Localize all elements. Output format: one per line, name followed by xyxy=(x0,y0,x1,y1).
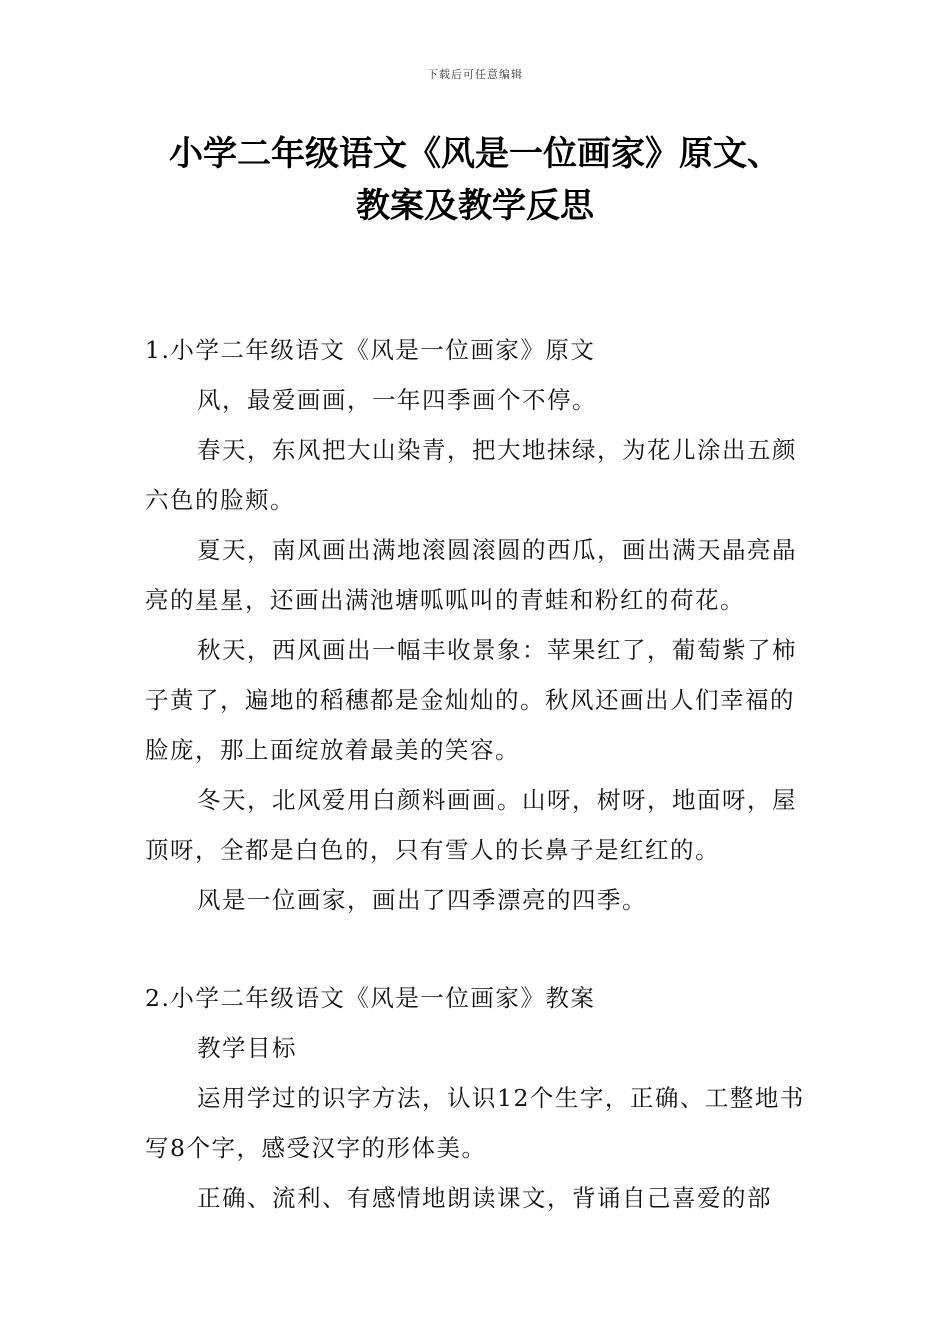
title-line-2: 教案及教学反思 xyxy=(356,186,594,226)
section-1-heading: 1.小学二年级语文《风是一位画家》原文 xyxy=(145,336,596,364)
title-line-1: 小学二年级语文《风是一位画家》原文、 xyxy=(169,134,781,174)
section-1-paragraph: 冬天，北风爱用白颜料画画。山呀，树呀，地面呀，屋顶呀，全都是白色的，只有雪人的长鼻子是红红的。 xyxy=(145,786,797,864)
document-title xyxy=(0,128,950,232)
document-body xyxy=(145,325,810,1223)
section-2-paragraph: 运用学过的识字方法，认识12个生字，正确、工整地书写8个字，感受汉字的形体美。 xyxy=(145,1084,805,1162)
section-1-paragraph: 风，最爱画画，一年四季画个不停。 xyxy=(197,386,597,414)
section-2-subheading: 教学目标 xyxy=(197,1034,297,1062)
section-1-paragraph: 秋天，西风画出一幅丰收景象：苹果红了，葡萄紫了柿子黄了，遍地的稻穗都是金灿灿的。秋风还画出人们幸福的脸庞，那上面绽放着最美的笑容。 xyxy=(145,636,797,764)
section-2-heading: 2.小学二年级语文《风是一位画家》教案 xyxy=(145,984,596,1012)
section-1-paragraph: 风是一位画家，画出了四季漂亮的四季。 xyxy=(197,886,647,914)
section-2-paragraph: 正确、流利、有感情地朗读课文，背诵自己喜爱的部 xyxy=(197,1184,772,1212)
section-1-paragraph: 夏天，南风画出满地滚圆滚圆的西瓜，画出满天晶亮晶亮的星星，还画出满池塘呱呱叫的青蛙和粉红的荷花。 xyxy=(145,536,797,614)
section-spacer xyxy=(145,925,810,973)
section-1-paragraph: 春天，东风把大山染青，把大地抹绿，为花儿涂出五颜六色的脸颊。 xyxy=(145,436,797,514)
header-note: 下载后可任意编辑 xyxy=(427,68,523,81)
